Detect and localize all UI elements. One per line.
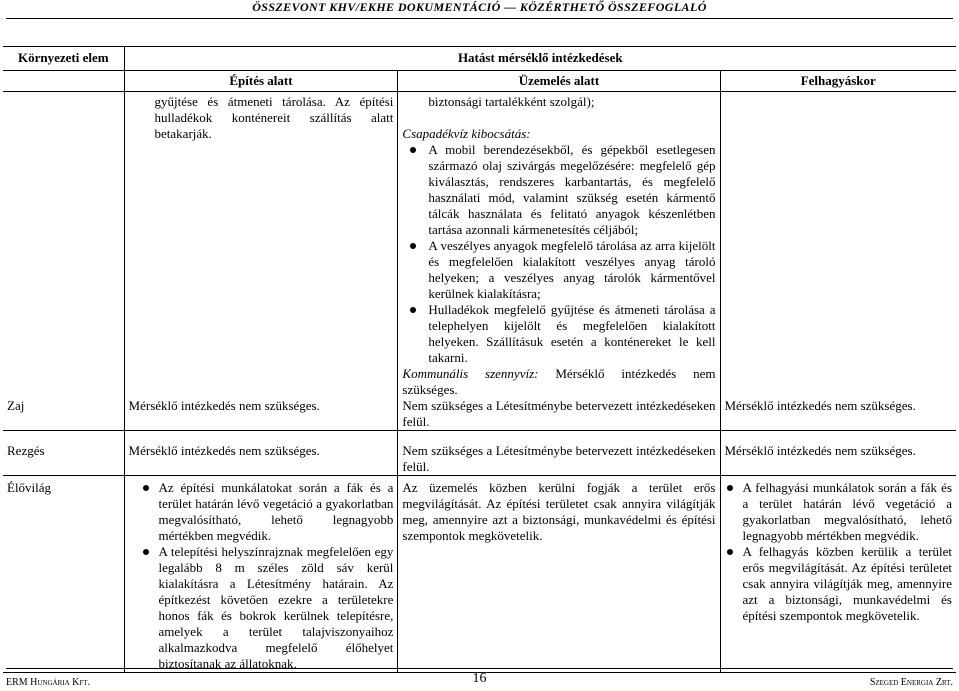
running-header: ÖSSZEVONT KHV/EKHE DOKUMENTÁCIÓ — KÖZÉRTHETŐ ÖSSZEFOGLALÓ bbox=[252, 0, 707, 14]
table-header-row-2 bbox=[3, 71, 956, 92]
footer-company-right: Szeged Energia Zrt. bbox=[869, 677, 953, 688]
cell-vibration-operation: Nem szükséges a Létesítménybe betervezett intézkedéseken felül. bbox=[398, 431, 720, 476]
header-abandonment: Felhagyáskor bbox=[720, 71, 956, 92]
cell-abandonment-empty bbox=[720, 92, 956, 399]
list-item: A veszélyes anyagok megfelelő tárolása az arra kijelölt és megfelelően kialakított veszélyes anyag tároló helyeken; a veszélyes anyag tárolók kármentővel kerülnek kialakításra; bbox=[402, 238, 715, 302]
cell-noise-abandonment: Mérséklő intézkedés nem szükséges. bbox=[720, 398, 956, 431]
cell-wildlife-abandonment bbox=[720, 476, 956, 673]
wildlife-construction-list bbox=[141, 480, 394, 672]
footer-rule bbox=[6, 668, 953, 669]
cell-element-wildlife: Élővilág bbox=[3, 476, 124, 673]
mitigation-table bbox=[3, 46, 956, 673]
header-rule bbox=[6, 18, 953, 19]
header-construction: Építés alatt bbox=[124, 71, 398, 92]
table-row-noise bbox=[3, 398, 956, 431]
table-row-continued bbox=[3, 92, 956, 399]
cell-noise-operation: Nem szükséges a Létesítménybe betervezett intézkedéseken felül. bbox=[398, 398, 720, 431]
footer-company-left: ERM Hungária Kft. bbox=[6, 677, 91, 688]
list-item: A felhagyás közben kerülik a terület erős megvilágítását. Az építési területet csak annyira világítják meg, amennyire azt a biztonsági, munkavédelmi és építési szempontok megkövetelik. bbox=[725, 544, 953, 624]
list-item: A mobil berendezésekből, és gépekből esetlegesen származó olaj szivárgás megelőzésére: megfelelő gép kiválasztás, rendszeres karbantartás, és megfelelő használati mód, valamint szükség esetén kármentő tálcák használata és felitató anyagok készenlétben tartása azonnali kármenetesítés céljából; bbox=[402, 142, 715, 238]
construction-continued-text: gyűjtése és átmeneti tárolása. Az építési hulladékok konténereit szállítás alatt betakarják. bbox=[154, 94, 394, 141]
cell-wildlife-operation: Az üzemelés közben kerülni fogják a terület erős megvilágítását. Az építési területet csak annyira világítják meg, amennyire azt a biztonsági, munkavédelmi és építési szempontok megkövetelik. bbox=[398, 476, 720, 673]
communal-wastewater-text: Mérséklő intézkedés nem szükséges. bbox=[402, 366, 716, 397]
cell-element-noise: Zaj bbox=[7, 398, 25, 413]
cell-wildlife-construction bbox=[124, 476, 398, 673]
list-item: Az építési munkálatokat során a fák és a terület határán lévő vegetáció a gyakorlatban megvalósítható, lehető legnagyobb mértékben megvédik. bbox=[141, 480, 394, 544]
rainwater-heading: Csapadékvíz kibocsátás: bbox=[402, 126, 531, 141]
cell-noise-construction: Mérséklő intézkedés nem szükséges. bbox=[124, 398, 398, 431]
cell-operation bbox=[398, 92, 720, 399]
table-row-wildlife bbox=[3, 476, 956, 673]
list-item: A telepítési helyszínrajznak megfelelően egy legalább 8 m széles zöld sáv kerül kialakításra a Létesítmény határain. Az építkezést követően ezekre a területekre honos fák és bokrok kerülnek telepítésre, amelyek a terület talajviszonyaihoz alkalmazkodva megfelelő élőhelyet biztosítanak az állatoknak. bbox=[141, 544, 394, 672]
cell-vibration-construction: Mérséklő intézkedés nem szükséges. bbox=[124, 431, 398, 476]
list-item: Hulladékok megfelelő gyűjtése és átmeneti tárolása a telephelyen kijelölt és megfelelően kialakított helyeken. Szállításuk esetén a konténereket le kell takarni. bbox=[402, 302, 715, 366]
cell-element-empty bbox=[3, 92, 124, 399]
cell-vibration-abandonment: Mérséklő intézkedés nem szükséges. bbox=[720, 431, 956, 476]
rainwater-list bbox=[402, 142, 715, 366]
page-number: 16 bbox=[472, 671, 487, 686]
page-footer bbox=[6, 671, 953, 688]
table-row-vibration bbox=[3, 431, 956, 476]
communal-wastewater-label: Kommunális szennyvíz: bbox=[402, 366, 539, 381]
list-item: A felhagyási munkálatok során a fák és a terület határán lévő vegetáció a gyakorlatban megvalósítható, lehető legnagyobb mértékben megvédik. bbox=[725, 480, 953, 544]
wildlife-abandonment-list bbox=[725, 480, 953, 624]
communal-wastewater bbox=[402, 366, 715, 398]
operation-intro: biztonsági tartalékként szolgál); bbox=[428, 94, 595, 109]
header-measures: Hatást mérséklő intézkedések bbox=[124, 47, 956, 71]
header-env-element: Környezeti elem bbox=[3, 47, 124, 71]
header-operation: Üzemelés alatt bbox=[398, 71, 720, 92]
cell-element-vibration: Rezgés bbox=[3, 431, 124, 476]
header-empty bbox=[3, 71, 124, 92]
table-header-row-1 bbox=[3, 47, 956, 71]
cell-construction bbox=[124, 92, 398, 399]
